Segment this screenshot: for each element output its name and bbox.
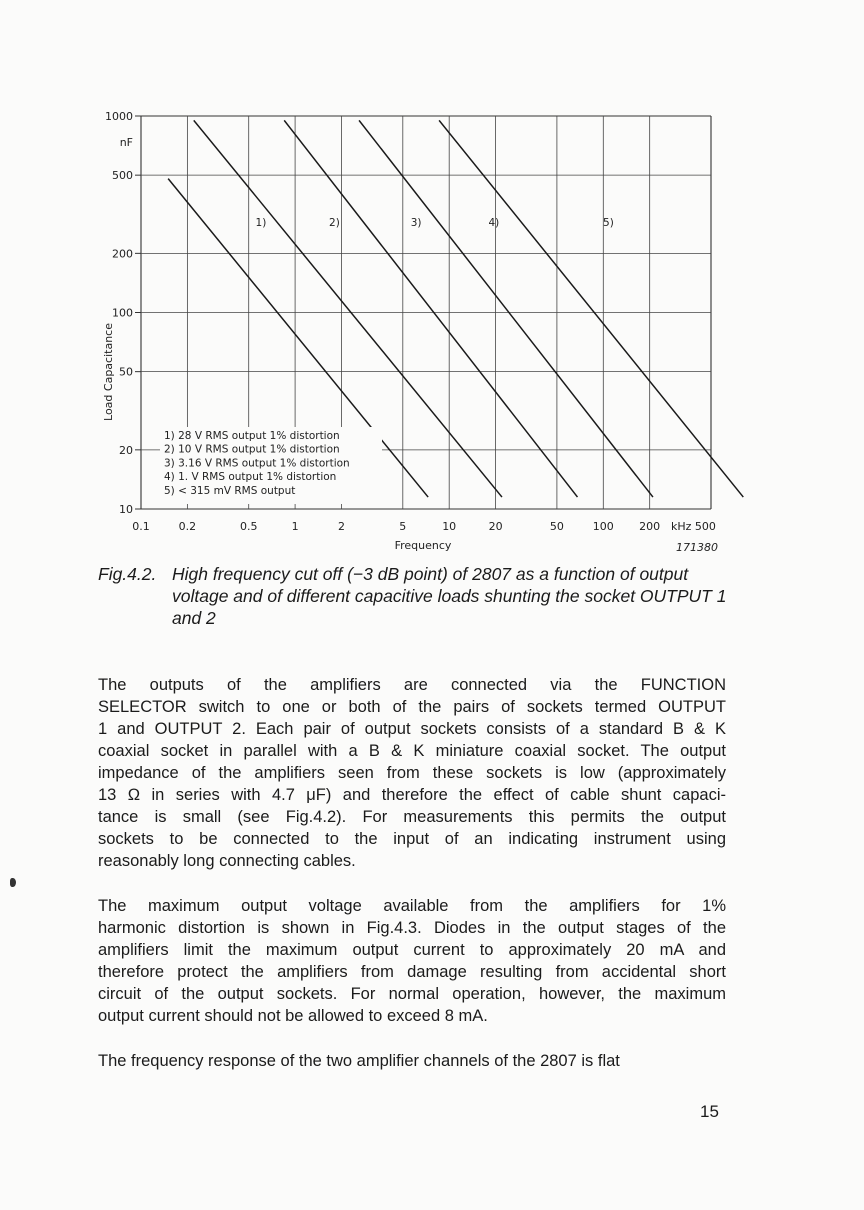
series-label-4: 4) [488,217,500,229]
y-tick-label: 10 [119,503,133,516]
x-axis-label: Frequency [394,539,452,552]
paragraph-line: output current should not be allowed to exceed 8 mA. [98,1007,488,1025]
paragraph-frequency-response [98,1050,726,1072]
series-label-5: 5) [603,217,614,229]
series-line-5 [439,120,743,497]
paragraph-line: tance is small (see Fig.4.2). For measurements this permits the output [98,808,726,826]
paragraph-line: amplifiers limit the maximum output current to approximately 20 mA and [98,941,726,959]
paragraph-line: The outputs of the amplifiers are connected via the FUNCTION [98,676,726,694]
x-tick-label: 200 [639,520,661,533]
legend-entry: 5) < 315 mV RMS output [164,484,296,497]
legend-entry: 2) 10 V RMS output 1% distortion [164,443,340,456]
y-tick-label: 50 [119,365,133,379]
x-tick-label: 1 [291,520,299,533]
figure-code: 171380 [676,541,718,554]
paragraph-line: 13 Ω in series with 4.7 μF) and therefore the effect of cable shunt capaci- [98,786,726,804]
page-number: 15 [700,1102,719,1121]
paragraph-line: reasonably long connecting cables. [98,852,356,870]
x-unit-label: kHz 500 [671,520,716,533]
paragraph-output-sockets [98,674,726,872]
y-tick-label: 200 [112,247,133,261]
x-tick-label: 20 [488,520,503,533]
legend-entry: 4) 1. V RMS output 1% distortion [164,471,337,484]
paragraph-line: therefore protect the amplifiers from damage resulting from accidental short [98,963,726,981]
paragraph-max-voltage [98,895,726,1027]
y-tick-label: 500 [112,169,133,183]
x-tick-label: 0.5 [239,520,258,533]
x-tick-label: 5 [399,520,407,533]
figure-caption-text: High frequency cut off (−3 dB point) of 2807 as a function of output voltage and of different capacitive loads shunting the socket OUTPUT 1 and 2 [172,564,727,628]
series-label-2: 2) [329,217,340,229]
ink-mark [10,878,16,887]
capacitance-frequency-chart [0,0,864,560]
series-label-1: 1) [255,217,267,229]
legend-entry: 1) 28 V RMS output 1% distortion [164,430,340,442]
paragraph-line: harmonic distortion is shown in Fig.4.3. Diodes in the output stages of the [98,919,726,937]
paragraph-line: 1 and OUTPUT 2. Each pair of output sockets consists of a standard B & K [98,720,726,738]
paragraph-line: impedance of the amplifiers seen from these sockets is low (approximately [98,764,726,782]
x-tick-label: 50 [549,520,564,533]
paragraph-line: sockets to be connected to the input of an indicating instrument using [98,830,726,848]
y-tick-label: 20 [119,443,133,457]
y-unit-label: nF [119,136,133,149]
paragraph-line: circuit of the output sockets. For normal operation, however, the maximum [98,985,726,1003]
legend-entry: 3) 3.16 V RMS output 1% distortion [164,457,350,470]
series-label-3: 3) [410,217,422,229]
paragraph-line: SELECTOR switch to one or both of the pairs of sockets termed OUTPUT [98,698,726,716]
y-axis-label: Load Capacitance [102,323,115,421]
x-tick-label: 100 [592,520,614,533]
figure-number: Fig.4.2. [98,564,157,584]
paragraph-line: The frequency response of the two amplifier channels of the 2807 is flat [98,1052,620,1070]
paragraph-line: coaxial socket in parallel with a B & K miniature coaxial socket. The output [98,742,726,760]
x-tick-label: 2 [337,520,345,533]
x-tick-label: 10 [442,520,457,533]
y-tick-label: 1000 [105,110,133,123]
x-tick-label: 0.2 [178,520,197,533]
x-tick-label: 0.1 [132,520,150,533]
y-tick-label: 100 [112,306,133,320]
paragraph-line: The maximum output voltage available from the amplifiers for 1% [98,897,726,915]
chart-legend [160,427,382,504]
